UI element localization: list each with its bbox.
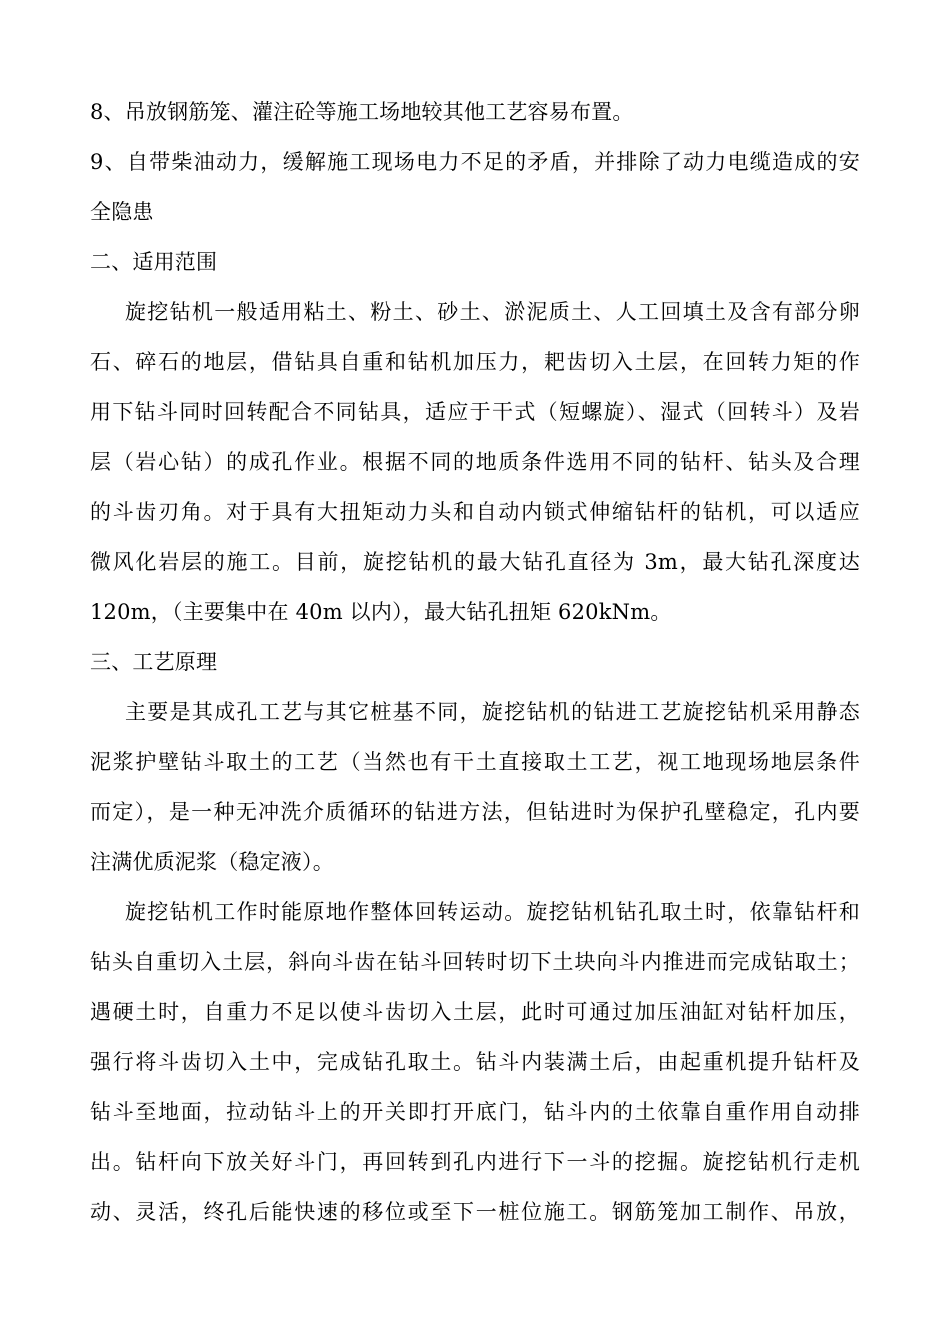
paragraph-line: 动、灵活，终孔后能快速的移位或至下一桩位施工。钢筋笼加工制作、吊放， (90, 1200, 860, 1224)
section-heading-scope: 二、适用范围 (90, 250, 218, 274)
paragraph-line: 用下钻斗同时回转配合不同钻具，适应于干式（短螺旋）、湿式（回转斗）及岩 (90, 400, 860, 424)
paragraph-line: 强行将斗齿切入土中，完成钻孔取土。钻斗内装满土后，由起重机提升钻杆及 (90, 1050, 860, 1074)
paragraph-line: 主要是其成孔工艺与其它桩基不同，旋挖钻机的钻进工艺旋挖钻机采用静态 (125, 700, 860, 724)
paragraph-line: 遇硬土时，自重力不足以使斗齿切入土层，此时可通过加压油缸对钻杆加压， (90, 1000, 860, 1024)
paragraph-line: 旋挖钻机一般适用粘土、粉土、砂土、淤泥质土、人工回填土及含有部分卵 (125, 300, 860, 324)
paragraph-line: 而定），是一种无冲洗介质循环的钻进方法，但钻进时为保护孔壁稳定，孔内要 (90, 800, 860, 824)
paragraph-line: 120m，（主要集中在 40m 以内），最大钻孔扭矩 620kNm。 (90, 600, 672, 624)
paragraph-line: 注满优质泥浆（稳定液）。 (90, 850, 334, 874)
list-item-8: 8、吊放钢筋笼、灌注砼等施工场地较其他工艺容易布置。 (90, 100, 634, 124)
paragraph-line: 钻斗至地面，拉动钻斗上的开关即打开底门，钻斗内的土依靠自重作用自动排 (90, 1100, 860, 1124)
list-item-9-line-2: 全隐患 (90, 200, 154, 224)
paragraph-line: 石、碎石的地层，借钻具自重和钻机加压力，耙齿切入土层，在回转力矩的作 (90, 350, 860, 374)
paragraph-line: 泥浆护壁钻斗取土的工艺（当然也有干土直接取土工艺，视工地现场地层条件 (90, 750, 860, 774)
paragraph-line: 出。钻杆向下放关好斗门，再回转到孔内进行下一斗的挖掘。旋挖钻机行走机 (90, 1150, 860, 1174)
section-heading-principle: 三、工艺原理 (90, 650, 218, 674)
paragraph-line: 的斗齿刃角。对于具有大扭矩动力头和自动内锁式伸缩钻杆的钻机，可以适应 (90, 500, 860, 524)
paragraph-line: 钻头自重切入土层，斜向斗齿在钻斗回转时切下土块向斗内推进而完成钻取土； (90, 950, 860, 974)
paragraph-line: 层（岩心钻）的成孔作业。根据不同的地质条件选用不同的钻杆、钻头及合理 (90, 450, 860, 474)
list-item-9-line-1: 9、自带柴油动力，缓解施工现场电力不足的矛盾，并排除了动力电缆造成的安 (90, 150, 860, 174)
paragraph-line: 微风化岩层的施工。目前，旋挖钻机的最大钻孔直径为 3m，最大钻孔深度达 (90, 550, 860, 574)
paragraph-line: 旋挖钻机工作时能原地作整体回转运动。旋挖钻机钻孔取土时，依靠钻杆和 (125, 900, 860, 924)
